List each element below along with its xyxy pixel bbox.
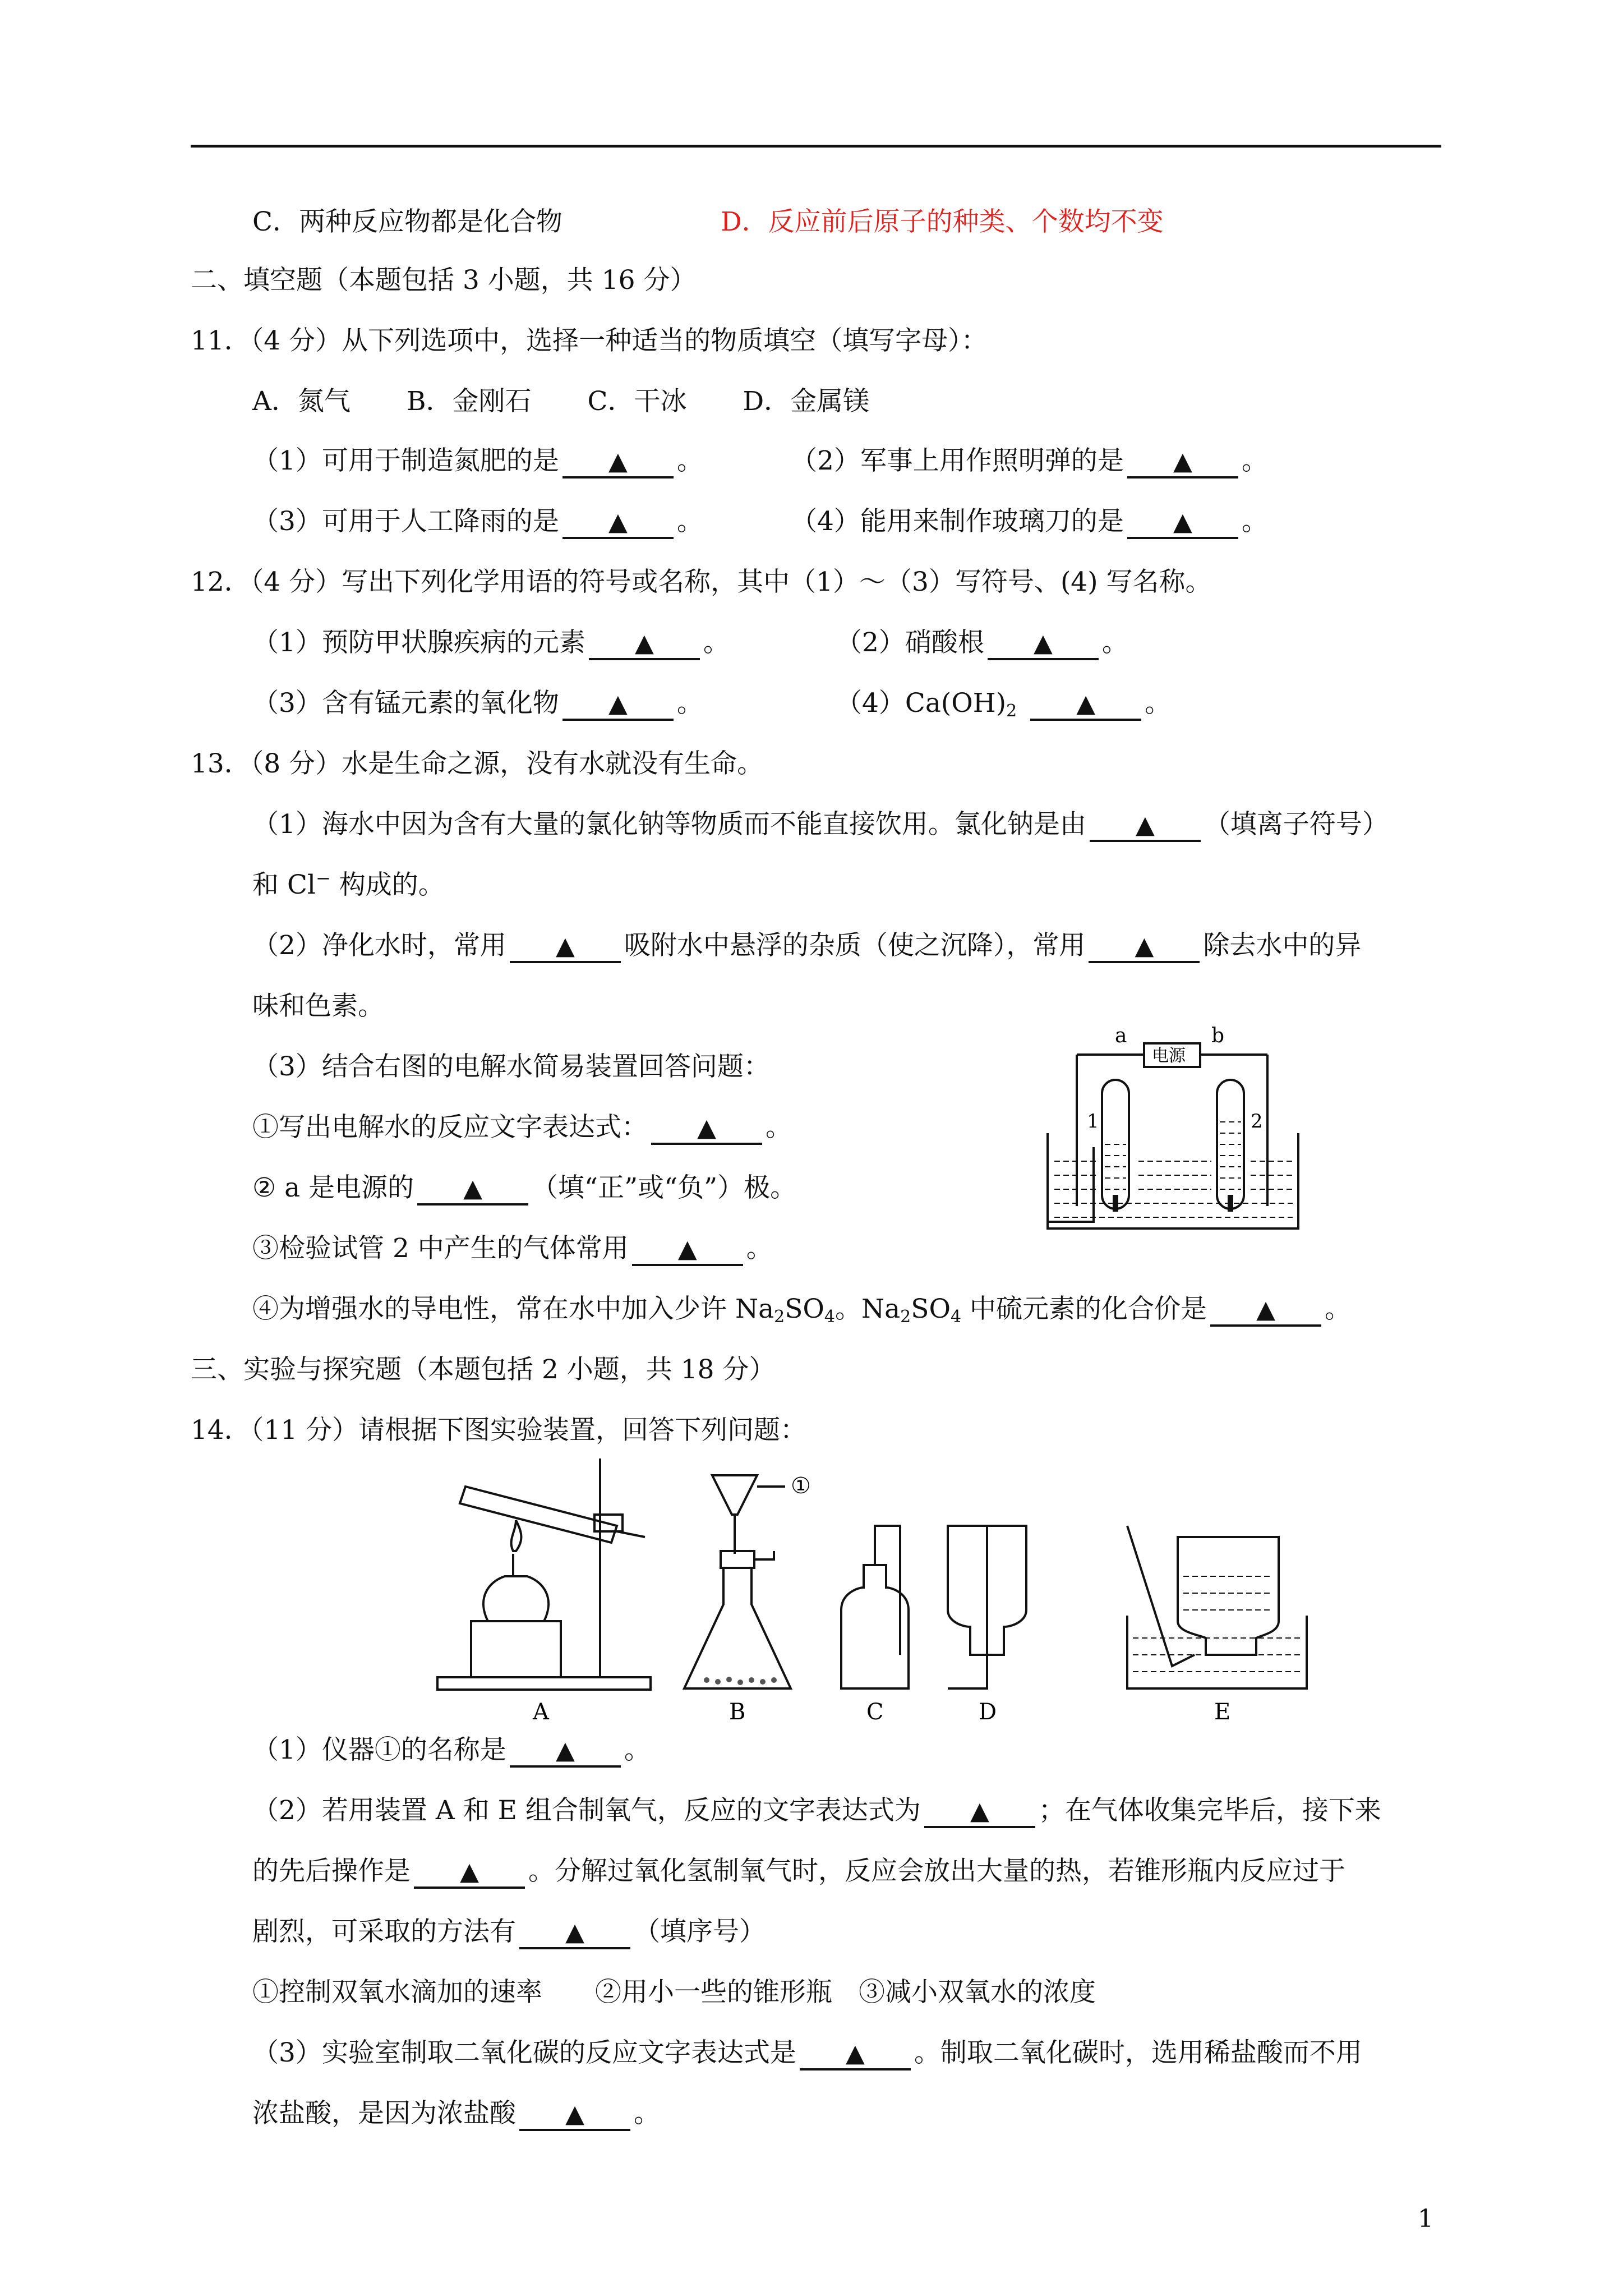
q13-p1-hint: （填离子符号） <box>1204 809 1389 840</box>
q14-p3-blank-2[interactable] <box>519 2099 630 2131</box>
q12-p1-blank[interactable] <box>589 628 700 660</box>
blank-triangle: ▲ <box>463 1174 482 1203</box>
sub-2: 2 <box>900 1307 911 1327</box>
q13-p2-blank-1[interactable] <box>510 931 621 963</box>
option-c: C．两种反应物都是化合物 <box>252 206 562 237</box>
q13-sub3: ③检验试管 2 中产生的气体常用 ▲ 。 <box>252 1232 773 1266</box>
q11-part1: （1）可用于制造氮肥的是 ▲ 。 <box>252 444 703 478</box>
q11-stem: 11．（4 分）从下列选项中，选择一种适当的物质填空（填写字母）： <box>191 325 988 356</box>
q13-s3-text: ③检验试管 2 中产生的气体常用 <box>252 1233 629 1264</box>
electrode-right <box>1228 1195 1233 1212</box>
q14-p2-text-d: 。分解过氧化氢制氧气时，反应会放出大量的热，若锥形瓶内反应过于 <box>528 1856 1345 1887</box>
q12-p2-blank[interactable] <box>988 628 1099 660</box>
q11-option-d: D．金属镁 <box>743 386 870 417</box>
section-2-heading: 二、填空题（本题包括 3 小题，共 16 分） <box>191 265 697 296</box>
q14-p3-text-c: 浓盐酸，是因为浓盐酸 <box>252 2098 516 2129</box>
q14-p2-text-a: （2）若用装置 A 和 E 组合制氧气，反应的文字表达式为 <box>252 1795 921 1826</box>
header-rule <box>191 145 1441 148</box>
q14-p1-text: （1）仪器①的名称是 <box>252 1734 506 1765</box>
blank-triangle: ▲ <box>1173 447 1192 476</box>
apparatus-a <box>437 1458 651 1690</box>
figure-label-c: C <box>866 1699 884 1725</box>
q13-s4-blank[interactable] <box>1210 1295 1321 1327</box>
blank-triangle: ▲ <box>634 629 654 657</box>
electrode-left <box>1113 1195 1118 1212</box>
q14-part2-cont2 <box>252 1915 766 1949</box>
q14-part2-cont <box>252 1855 1345 1889</box>
q14-p2-text-f: （填序号） <box>634 1916 766 1947</box>
blank-triangle: ▲ <box>608 689 628 718</box>
q11-p1-blank[interactable] <box>562 447 674 478</box>
q11-p3-text: （3）可用于人工降雨的是 <box>252 506 559 537</box>
q14-part2 <box>252 1794 1381 1828</box>
q13-sub2 <box>252 1171 796 1205</box>
q13-s4-text-b: SO <box>785 1294 824 1324</box>
blank-triangle: ▲ <box>460 1857 479 1886</box>
beaker <box>1048 1133 1298 1228</box>
blank-triangle: ▲ <box>565 1918 584 1947</box>
q14-p2-blank-3[interactable] <box>519 1917 630 1949</box>
q13-p2-text-c: 除去水中的异 <box>1203 930 1362 961</box>
q13-s1-text: ①写出电解水的反应文字表达式： <box>252 1112 648 1143</box>
q11-p4-blank[interactable] <box>1127 507 1238 539</box>
blank-triangle: ▲ <box>555 932 575 960</box>
q13-chloride-charge: − <box>315 867 331 889</box>
label-circle-1: ① <box>791 1473 811 1499</box>
q12-part4: $(4)Ca(OH)_2$ ▲ 。 <box>836 688 1172 721</box>
q13-part1-cont <box>252 868 445 902</box>
q11-part2: （2）军事上用作照明弹的是 ▲ 。 <box>791 444 1268 478</box>
q13-s3-blank[interactable] <box>632 1234 743 1266</box>
q11-option-c: C．干冰 <box>587 386 687 417</box>
electrolysis-apparatus-figure <box>1043 1027 1301 1234</box>
beaker-left <box>1048 1147 1094 1222</box>
sub-4: 4 <box>951 1307 962 1327</box>
blank-triangle: ▲ <box>677 1235 697 1263</box>
q14-p2-text-c: 的先后操作是 <box>252 1856 411 1887</box>
q13-chloride: 和 Cl <box>252 869 316 900</box>
sub-2: 2 <box>774 1307 785 1327</box>
blank-triangle: ▲ <box>608 447 628 476</box>
q11-option-b: B．金刚石 <box>406 386 532 417</box>
q13-s2-blank[interactable] <box>417 1174 528 1205</box>
q12-p2-text: （2）硝酸根 <box>836 627 984 658</box>
lab-apparatus-figure <box>432 1453 1312 1728</box>
q14-p3-text-a: （3）实验室制取二氧化碳的反应文字表达式是 <box>252 2037 796 2068</box>
blank-triangle: ▲ <box>1135 932 1154 960</box>
q14-p2-text-b: ；在气体收集完毕后，接下来 <box>1038 1795 1381 1826</box>
q11-p4-text: （4）能用来制作玻璃刀的是 <box>791 506 1124 537</box>
blank-triangle: ▲ <box>845 2039 865 2068</box>
q12-p3-text: （3）含有锰元素的氧化物 <box>252 688 559 719</box>
q14-p2-blank-1[interactable] <box>924 1796 1035 1828</box>
apparatus-c <box>841 1526 909 1688</box>
q14-methods: ①控制双氧水滴加的速率 ②用小一些的锥形瓶 ③减小双氧水的浓度 <box>252 1977 1096 2008</box>
blank-triangle: ▲ <box>1033 629 1053 657</box>
q13-part2-cont: 味和色素。 <box>252 991 384 1022</box>
q12-p4-sub: 2 <box>1006 701 1017 721</box>
q13-s4-text-e: 中硫元素的化合价是 <box>961 1294 1207 1324</box>
page-number: 1 <box>1418 2205 1433 2233</box>
blank-triangle: ▲ <box>555 1736 575 1765</box>
q14-p1-blank[interactable] <box>510 1736 621 1768</box>
q13-s2-hint: （填“正”或“负”）极。 <box>532 1172 797 1203</box>
q13-part1 <box>252 808 1389 842</box>
q11-option-a: A．氮气 <box>252 386 351 417</box>
label-tube-1: 1 <box>1087 1110 1099 1133</box>
blank-triangle: ▲ <box>565 2100 584 2128</box>
figure-label-b: B <box>729 1699 746 1725</box>
figure-label-e: E <box>1214 1699 1231 1725</box>
apparatus-e <box>1127 1526 1307 1688</box>
section-3-heading: 三、实验与探究题（本题包括 2 小题，共 18 分） <box>191 1354 776 1385</box>
q13-p1-text: （1）海水中因为含有大量的氯化钠等物质而不能直接饮用。氯化钠是由 <box>252 809 1086 840</box>
label-a: a <box>1115 1027 1127 1047</box>
sub-4: 4 <box>824 1307 836 1327</box>
q11-p1-text: （1）可用于制造氮肥的是 <box>252 445 559 476</box>
option-d-answer: D．反应前后原子的种类、个数均不变 <box>721 206 1164 237</box>
q13-s4-text-d: SO <box>911 1294 951 1324</box>
q13-s4-text-a: ④为增强水的导电性，常在水中加入少许 Na <box>252 1294 774 1324</box>
blank-triangle: ▲ <box>608 508 628 536</box>
q14-p3-blank-1[interactable] <box>800 2039 911 2070</box>
q14-p2-blank-2[interactable] <box>414 1857 525 1889</box>
label-b: b <box>1211 1027 1225 1047</box>
blank-triangle: ▲ <box>697 1114 716 1142</box>
q13-p1-end: 构成的。 <box>330 869 445 900</box>
blank-triangle: ▲ <box>1076 689 1096 718</box>
q13-p2-blank-2[interactable] <box>1089 931 1200 963</box>
q11-p2-text: （2）军事上用作照明弹的是 <box>791 445 1124 476</box>
q13-part2 <box>252 929 1361 963</box>
figure-label-a: A <box>533 1699 549 1725</box>
q11-part3: （3）可用于人工降雨的是 ▲ 。 <box>252 505 703 539</box>
q11-p3-blank[interactable] <box>562 507 674 539</box>
q12-p1-text: （1）预防甲状腺疾病的元素 <box>252 627 585 658</box>
q11-options <box>252 385 869 418</box>
blank-triangle: ▲ <box>1256 1295 1275 1324</box>
apparatus-b <box>684 1475 791 1688</box>
q13-p1-blank[interactable] <box>1090 810 1201 842</box>
q14-part1: （1）仪器①的名称是 ▲ 。 <box>252 1733 651 1768</box>
apparatus-d <box>948 1526 1026 1688</box>
q12-stem: 12．（4 分）写出下列化学用语的符号或名称，其中（1）～（3）写符号、(4) 写名称。 <box>191 567 1212 597</box>
q14-part3-cont: 浓盐酸，是因为浓盐酸 ▲ 。 <box>252 2097 660 2131</box>
figure-label-d: D <box>979 1699 997 1725</box>
q14-stem: 14．（11 分）请根据下图实验装置，回答下列问题： <box>191 1415 807 1446</box>
label-power: 电源 <box>1152 1046 1186 1066</box>
q13-stem: 13．（8 分）水是生命之源，没有水就没有生命。 <box>191 748 764 779</box>
q14-p2-text-e: 剧烈，可采取的方法有 <box>252 1916 516 1947</box>
q13-s4-text-c: 。Na <box>835 1294 901 1324</box>
q12-part3: （3）含有锰元素的氧化物 ▲ 。 <box>252 687 703 721</box>
q13-sub4: ④为增强水的导电性，常在水中加入少许 $Na_2SO_4$。$Na_2SO_4$ 中硫元素的化合价是 ▲ 。 <box>252 1294 1352 1327</box>
q13-p2-text-a: （2）净化水时，常用 <box>252 930 506 961</box>
blank-triangle: ▲ <box>1135 811 1155 839</box>
q13-s1-blank[interactable] <box>651 1113 762 1145</box>
label-tube-2: 2 <box>1251 1110 1263 1133</box>
q12-p4-blank[interactable] <box>1030 689 1141 721</box>
q12-part2: （2）硝酸根 ▲ 。 <box>836 626 1128 660</box>
blank-triangle: ▲ <box>1173 508 1192 536</box>
blank-triangle: ▲ <box>970 1797 989 1825</box>
q12-p4-text: （4）Ca(OH) <box>836 688 1007 719</box>
q13-p2-text-b: 吸附水中悬浮的杂质（使之沉降），常用 <box>624 930 1086 961</box>
q14-p3-text-b: 。制取二氧化碳时，选用稀盐酸而不用 <box>914 2037 1362 2068</box>
q13-sub1: ①写出电解水的反应文字表达式： ▲ 。 <box>252 1111 792 1145</box>
q11-part4: （4）能用来制作玻璃刀的是 ▲ 。 <box>791 505 1268 539</box>
q11-p2-blank[interactable] <box>1127 447 1238 478</box>
q13-part3: （3）结合右图的电解水简易装置回答问题： <box>252 1051 770 1082</box>
q12-p3-blank[interactable] <box>562 689 674 721</box>
q12-part1: （1）预防甲状腺疾病的元素 ▲ 。 <box>252 626 730 660</box>
q14-part3 <box>252 2036 1362 2070</box>
q13-s2-text: ② a 是电源的 <box>252 1172 414 1203</box>
